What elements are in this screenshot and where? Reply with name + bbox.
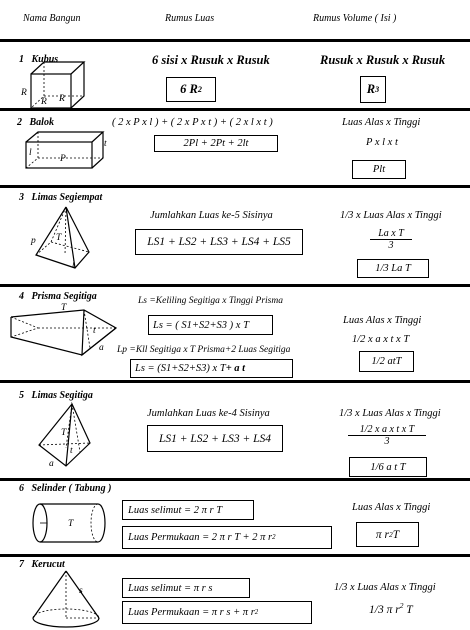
volume-text2-tail: T	[403, 604, 413, 616]
volume-formula-box: π r 2 T	[356, 522, 419, 547]
cone-drawing	[32, 570, 102, 628]
luas-formula-box2-tail: + a t	[225, 363, 246, 374]
luas-formula-text: ( 2 x P x l ) + ( 2 x P x t ) + ( 2 x l x t )	[112, 117, 273, 128]
shape-label: T	[61, 303, 67, 313]
volume-formula-text: 1/3 x Luas Alas x Tinggi	[340, 210, 442, 221]
volume-formula-text2: P x l x t	[366, 137, 398, 148]
row-number: 1	[19, 54, 24, 65]
shape-label: T	[56, 233, 62, 243]
volume-formula-box: 1/2 atT	[359, 351, 414, 372]
row-name: Kubus	[31, 54, 59, 65]
shape-label: P	[60, 154, 66, 164]
fraction-numerator: 1/2 x a x t x T	[359, 424, 415, 435]
shape-label: t	[93, 326, 96, 336]
row-name: Selinder ( Tabung )	[31, 483, 112, 494]
row-title	[19, 559, 65, 570]
volume-fraction	[370, 228, 412, 251]
volume-formula-box: 1/3 La T	[357, 259, 429, 278]
row-divider	[0, 380, 470, 383]
luas-formula-text: 6 sisi x Rusuk x Rusuk	[152, 53, 270, 67]
volume-formula-text: Rusuk x Rusuk x Rusuk	[320, 53, 446, 67]
row-number: 4	[19, 291, 24, 302]
luas-formula-box: 2Pl + 2Pt + 2lt	[154, 135, 278, 152]
volume-formula-box: 1/6 a t T	[349, 457, 427, 477]
volume-formula-text: Luas Alas x Tinggi	[343, 315, 422, 326]
luas-formula-text: Jumlahkan Luas ke-4 Sisinya	[147, 408, 270, 419]
square-pyramid-drawing	[35, 205, 105, 275]
shape-label: R	[59, 94, 65, 104]
row-divider	[0, 554, 470, 557]
volume-formula-box-text: R	[366, 82, 376, 96]
cube-drawing	[20, 60, 90, 110]
shape-label: l	[29, 148, 32, 158]
fraction-denominator: 3	[384, 436, 390, 447]
luas-formula-text2: Lp =Kll Segitiga x T Prisma+2 Luas Segitiga	[117, 345, 291, 355]
header-rumus-volume: Rumus Volume ( Isi )	[313, 13, 397, 24]
volume-box-tail: T	[392, 528, 400, 541]
row-number: 2	[17, 117, 22, 128]
row-divider	[0, 478, 470, 481]
shape-label: R	[21, 88, 27, 98]
row-title	[19, 291, 97, 302]
row-number: 3	[19, 192, 24, 203]
row-number: 5	[19, 390, 24, 401]
row-title	[17, 117, 54, 128]
luas-selimut-box: Luas selimut = π r s	[122, 578, 250, 598]
fraction-numerator: La x T	[378, 228, 404, 239]
luas-permukaan-text: Luas Permukaan = 2 π r T + 2 π r	[128, 532, 273, 543]
row-name: Limas Segitiga	[31, 390, 93, 401]
luas-formula-box: LS1 + LS2 + LS3 + LS4	[147, 425, 283, 452]
volume-box-text: π r	[375, 528, 389, 541]
row-divider	[0, 39, 470, 42]
row-name: Kerucut	[31, 559, 65, 570]
luas-formula-text: Ls =Keliling Segitiga x Tinggi Prisma	[138, 296, 283, 306]
volume-formula-box: Plt	[352, 160, 406, 179]
luas-formula-box: LS1 + LS2 + LS3 + LS4 + LS5	[135, 229, 303, 255]
shape-label: s	[79, 586, 83, 596]
row-divider	[0, 185, 470, 188]
row-title	[19, 390, 93, 401]
row-number: 7	[19, 559, 24, 570]
luas-permukaan-text: Luas Permukaan = π r s + π r	[128, 607, 255, 618]
shape-label: R	[41, 97, 47, 107]
volume-text2-pre: 1/3 π r	[369, 604, 400, 616]
row-number: 6	[19, 483, 24, 494]
luas-formula-box-text: 6 R	[180, 82, 198, 96]
fraction-denominator: 3	[388, 240, 394, 251]
luas-formula-text: Jumlahkan Luas ke-5 Sisinya	[150, 210, 273, 221]
luas-formula-box: 6 R 2	[166, 77, 216, 102]
exponent: 2	[399, 601, 404, 611]
header-nama-bangun: Nama Bangun	[23, 13, 81, 24]
shape-label: p	[31, 236, 36, 246]
row-name: Limas Segiempat	[31, 192, 103, 203]
volume-formula-text: Luas Alas x Tinggi	[352, 502, 431, 513]
luas-permukaan-box: Luas Permukaan = 2 π r T + 2 π r 2	[122, 526, 332, 549]
row-name: Balok	[29, 117, 54, 128]
row-title	[19, 192, 102, 203]
row-title	[19, 483, 111, 494]
row-name: Prisma Segitiga	[31, 291, 97, 302]
shape-label: a	[99, 343, 104, 353]
volume-formula-text2	[369, 601, 413, 616]
cuboid-drawing	[25, 130, 115, 170]
volume-formula-text: 1/3 x Luas Alas x Tinggi	[339, 408, 441, 419]
volume-formula-text: Luas Alas x Tinggi	[342, 117, 421, 128]
volume-fraction	[348, 424, 426, 447]
luas-formula-box2-text: Ls = (S1+S2+S3) x T	[135, 363, 226, 374]
shape-label: T	[68, 519, 74, 529]
shape-label: t	[70, 446, 73, 456]
luas-selimut-box: Luas selimut = 2 π r T	[122, 500, 254, 520]
row-divider	[0, 284, 470, 287]
volume-formula-text: 1/3 x Luas Alas x Tinggi	[334, 582, 436, 593]
shape-label: T	[61, 428, 67, 438]
volume-formula-box: R 3	[360, 76, 386, 103]
header-rumus-luas: Rumus Luas	[165, 13, 215, 24]
shape-label: t	[104, 139, 107, 149]
luas-formula-box2	[130, 359, 293, 378]
shape-label: l	[72, 260, 75, 270]
volume-formula-text2: 1/2 x a x t x T	[352, 334, 410, 345]
shape-label: a	[49, 459, 54, 469]
luas-permukaan-box: Luas Permukaan = π r s + π r 2	[122, 601, 312, 624]
luas-formula-box: Ls = ( S1+S2+S3 ) x T	[148, 315, 273, 335]
